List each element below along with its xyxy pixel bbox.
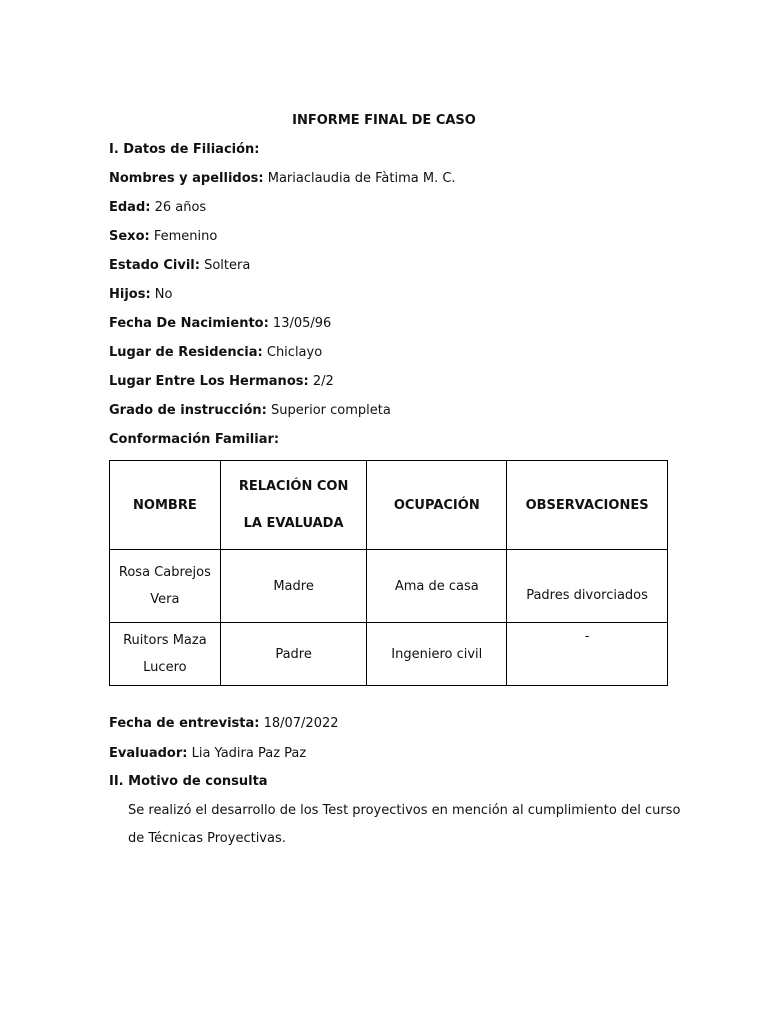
field-value: Lia Yadira Paz Paz: [187, 746, 307, 761]
header-nombre: NOMBRE: [110, 461, 221, 550]
cell-nombre: [110, 550, 221, 623]
field-label: Edad:: [109, 200, 151, 215]
field-edad: [109, 200, 206, 215]
family-heading: [109, 432, 279, 447]
cell-ocupacion: Ingeniero civil: [367, 623, 507, 686]
motivo-text-line2: de Técnicas Proyectivas.: [128, 831, 286, 846]
document-title: INFORME FINAL DE CASO: [292, 113, 476, 128]
table-row: [110, 550, 668, 623]
header-relacion: [220, 461, 367, 550]
field-value: Chiclayo: [262, 345, 323, 360]
cell-ocupacion: Ama de casa: [367, 550, 507, 623]
field-grado-instruccion: [109, 403, 391, 418]
cell-observaciones: Padres divorciados: [507, 550, 668, 623]
field-evaluador: [109, 746, 306, 761]
field-value: 13/05/96: [268, 316, 332, 331]
cell-observaciones: -: [507, 623, 668, 686]
field-lugar-residencia: [109, 345, 322, 360]
section2-heading: [109, 774, 268, 789]
header-ocupacion: OCUPACIÓN: [367, 461, 507, 550]
cell-nombre: [110, 623, 221, 686]
field-value: Superior completa: [266, 403, 391, 418]
field-label: Hijos:: [109, 287, 151, 302]
header-observaciones: OBSERVACIONES: [507, 461, 668, 550]
field-fecha-nacimiento: [109, 316, 331, 331]
field-label: Lugar Entre Los Hermanos:: [109, 374, 309, 389]
field-label: Fecha de entrevista:: [109, 716, 260, 731]
field-label: Estado Civil:: [109, 258, 200, 273]
field-value: 26 años: [150, 200, 207, 215]
cell-relacion: Madre: [220, 550, 367, 623]
motivo-text-line1: Se realizó el desarrollo de los Test proyectivos en mención al cumplimiento del curso: [128, 803, 681, 818]
header-relacion-line2: LA EVALUADA: [243, 516, 344, 531]
field-label: Nombres y apellidos:: [109, 171, 264, 186]
field-estado-civil: [109, 258, 250, 273]
section1-heading-text: I. Datos de Filiación:: [109, 142, 260, 157]
field-sexo: [109, 229, 217, 244]
field-fecha-entrevista: [109, 716, 339, 731]
field-value: 18/07/2022: [259, 716, 339, 731]
header-relacion-line1: RELACIÓN CON: [238, 479, 349, 494]
field-value: Soltera: [199, 258, 251, 273]
family-heading-text: Conformación Familiar:: [109, 432, 280, 447]
cell-nombre-line1: Ruitors Maza: [123, 633, 207, 648]
field-label: Sexo:: [109, 229, 150, 244]
section1-heading: [109, 142, 260, 157]
cell-nombre-line2: Lucero: [143, 660, 187, 675]
field-lugar-hermanos: [109, 374, 334, 389]
field-label: Fecha De Nacimiento:: [109, 316, 269, 331]
field-nombres: [109, 171, 456, 186]
cell-nombre-line1: Rosa Cabrejos: [118, 565, 211, 580]
field-value: Mariaclaudia de Fàtima M. C.: [263, 171, 456, 186]
section2-heading-text: II. Motivo de consulta: [109, 774, 268, 789]
field-label: Lugar de Residencia:: [109, 345, 263, 360]
field-value: 2/2: [308, 374, 334, 389]
cell-nombre-line2: Vera: [150, 592, 180, 607]
field-value: No: [150, 287, 173, 302]
family-table: [109, 460, 668, 686]
table-row: [110, 623, 668, 686]
cell-relacion: Padre: [220, 623, 367, 686]
field-label: Evaluador:: [109, 746, 188, 761]
field-label: Grado de instrucción:: [109, 403, 267, 418]
table-header-row: [110, 461, 668, 550]
field-value: Femenino: [149, 229, 218, 244]
field-hijos: [109, 287, 172, 302]
